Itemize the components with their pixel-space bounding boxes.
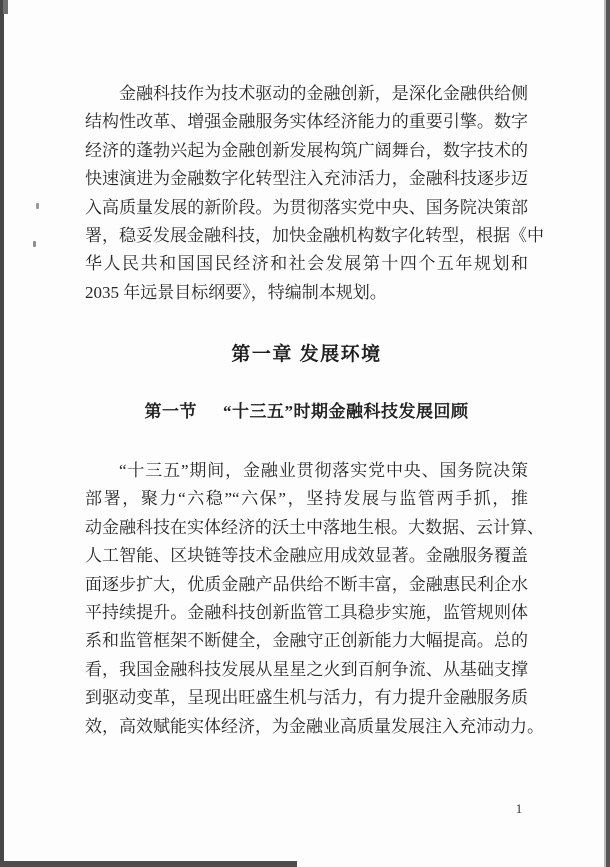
section-title: “十三五”时期金融科技发展回顾 bbox=[223, 402, 469, 421]
text-line: 署，稳妥发展金融科技，加快金融机构数字化转型，根据《中 bbox=[85, 225, 544, 245]
intro-paragraph bbox=[85, 80, 544, 307]
scan-edge-left bbox=[0, 0, 4, 867]
scan-speck bbox=[33, 241, 36, 247]
text-line: 看，我国金融科技发展从星星之火到百舸争流、从基础支撑 bbox=[85, 659, 528, 679]
text-line: 金融科技作为技术驱动的金融创新，是深化金融供给侧 bbox=[119, 84, 528, 103]
text-line: 结构性改革、增强金融服务实体经济能力的重要引擎。数字 bbox=[85, 112, 528, 132]
text-line: 华人民共和国国民经济和社会发展第十四个五年规划和 bbox=[85, 254, 528, 274]
text-line: 面逐步扩大，优质金融产品供给不断丰富，金融惠民利企水 bbox=[85, 574, 528, 594]
scan-edge-bottom bbox=[0, 861, 297, 867]
scan-edge-right bbox=[606, 0, 610, 867]
text-line: 人工智能、区块链等技术金融应用成效显著。金融服务覆盖 bbox=[85, 546, 528, 566]
text-line: 快速演进为金融数字化转型注入充沛活力，金融科技逐步迈 bbox=[85, 169, 528, 189]
text-line: 2035 年远景目标纲要》，特编制本规划。 bbox=[85, 282, 387, 302]
text-line: 经济的蓬勃兴起为金融创新发展构筑广阔舞台，数字技术的 bbox=[85, 140, 528, 160]
chapter-heading: 第一章 发展环境 bbox=[231, 344, 382, 365]
scan-speck bbox=[36, 203, 39, 209]
text-line: “十三五”期间，金融业贯彻落实党中央、国务院决策 bbox=[119, 461, 528, 480]
section-heading bbox=[85, 401, 528, 423]
scan-edge-left-notch bbox=[3, 0, 8, 14]
section-number: 第一节 bbox=[144, 402, 197, 421]
text-line: 平持续提升。金融科技创新监管工具稳步实施，监管规则体 bbox=[85, 602, 528, 622]
text-line: 动金融科技在实体经济的沃土中落地生根。大数据、云计算、 bbox=[85, 517, 544, 537]
text-line: 效，高效赋能实体经济，为金融业高质量发展注入充沛动力。 bbox=[85, 716, 544, 736]
text-line: 部署，聚力“六稳”“六保”，坚持发展与监管两手抓，推 bbox=[85, 489, 528, 509]
review-paragraph bbox=[85, 457, 544, 741]
text-line: 入高质量发展的新阶段。为贯彻落实党中央、国务院决策部 bbox=[85, 197, 528, 217]
text-line: 系和监管框架不断健全，金融守正创新能力大幅提高。总的 bbox=[85, 631, 528, 651]
page-number: 1 bbox=[515, 801, 523, 816]
text-line: 到驱动变革，呈现出旺盛生机与活力，有力提升金融服务质 bbox=[85, 688, 528, 708]
